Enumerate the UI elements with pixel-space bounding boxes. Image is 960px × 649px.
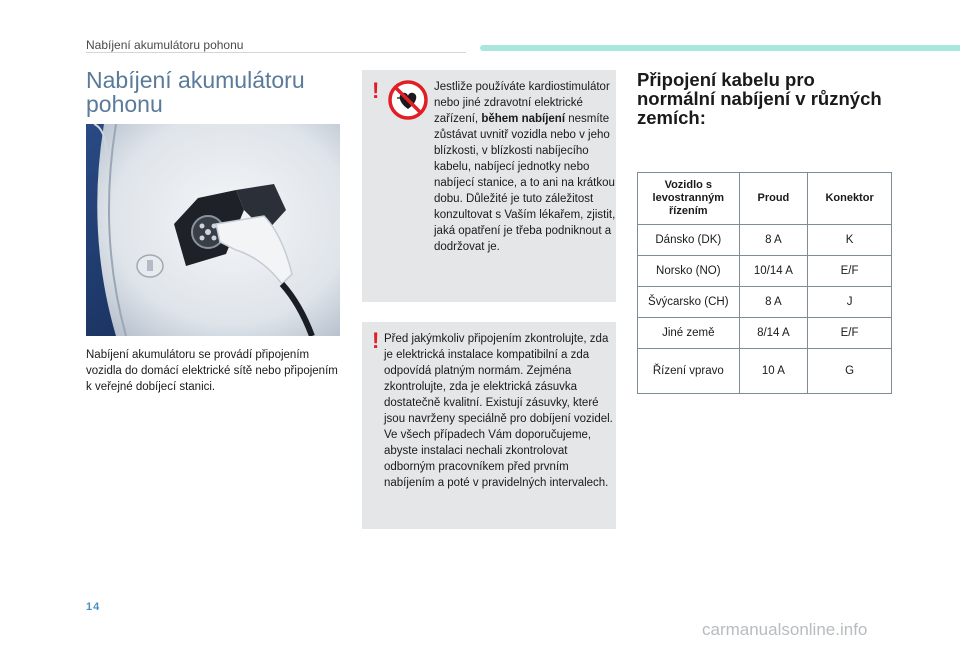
header-divider [86, 52, 466, 53]
cell-current: 8 A [739, 225, 808, 256]
warning-exclamation-icon: ! [372, 328, 380, 353]
cell-current: 8/14 A [739, 318, 808, 349]
table-row [638, 225, 892, 256]
page-title: Nabíjení akumulátoru pohonu [86, 67, 305, 117]
cell-connector: G [808, 349, 892, 394]
cell-country: Dánsko (DK) [638, 225, 740, 256]
watermark: carmanualsonline.info [702, 620, 868, 639]
header-accent-bar [480, 45, 960, 51]
pacemaker-warning-text: Jestliže používáte kardiostimulátor nebo jiné zdravotní elektrické zařízení, během nabíjení nesmíte zůstávat uvnitř vozidla nebo v jeho blízkosti, v blízkosti nabíjecího kabelu, nabíjecí jednotky nebo nabíjecí stanice, a to ani na krátkou dobu. Důležité je tuto záležitost konzultovat s Vaším lékařem, zjistit, jaká opatření je třeba podniknout a dodržovat je. [434, 81, 616, 253]
table-header-row [638, 173, 892, 225]
cell-country: Řízení vpravo [638, 349, 740, 394]
running-header: Nabíjení akumulátoru pohonu [86, 38, 244, 52]
connector-table [637, 172, 892, 394]
pacemaker-prohibited-icon [388, 80, 428, 120]
cell-connector: E/F [808, 256, 892, 287]
cell-connector: J [808, 287, 892, 318]
cell-current: 8 A [739, 287, 808, 318]
cell-country: Jiné země [638, 318, 740, 349]
table-row [638, 318, 892, 349]
section-title: Připojení kabelu pro normální nabíjení v různých zemích: [637, 69, 882, 128]
installation-warning-text: Před jakýmkoliv připojením zkontrolujte, zda je elektrická instalace kompatibilní a zda odpovídá platným normám. Zejména zkontrolujte, zda je elektrická zásuvka dostatečně kvalitní. Existují zásuvky, které jsou navrženy speciálně pro dobíjení vozidel. Ve všech případech Vám doporučujeme, abyste instalaci nechali zkontrolovat odborným pracovníkem před prvním nabíjením a poté v pravidelných intervalech. [384, 333, 613, 489]
emphasis-during-charging: během nabíjení [481, 113, 566, 125]
column-header-vehicle: Vozidlo s levostranným řízením [638, 173, 740, 225]
cell-connector: E/F [808, 318, 892, 349]
charging-flap-photo [86, 124, 340, 336]
column-header-connector: Konektor [808, 173, 892, 225]
intro-paragraph: Nabíjení akumulátoru se provádí připojením vozidla do domácí elektrické sítě nebo připojením k veřejné dobíjecí stanici. [86, 349, 338, 393]
cell-country: Norsko (NO) [638, 256, 740, 287]
cell-current: 10 A [739, 349, 808, 394]
cell-country: Švýcarsko (CH) [638, 287, 740, 318]
cell-connector: K [808, 225, 892, 256]
warning-exclamation-icon: ! [372, 78, 380, 103]
table-row [638, 349, 892, 394]
table-row [638, 287, 892, 318]
page-number: 14 [86, 601, 101, 613]
charging-flap-illustration [86, 124, 340, 336]
table-row [638, 256, 892, 287]
column-header-current: Proud [739, 173, 808, 225]
cell-current: 10/14 A [739, 256, 808, 287]
